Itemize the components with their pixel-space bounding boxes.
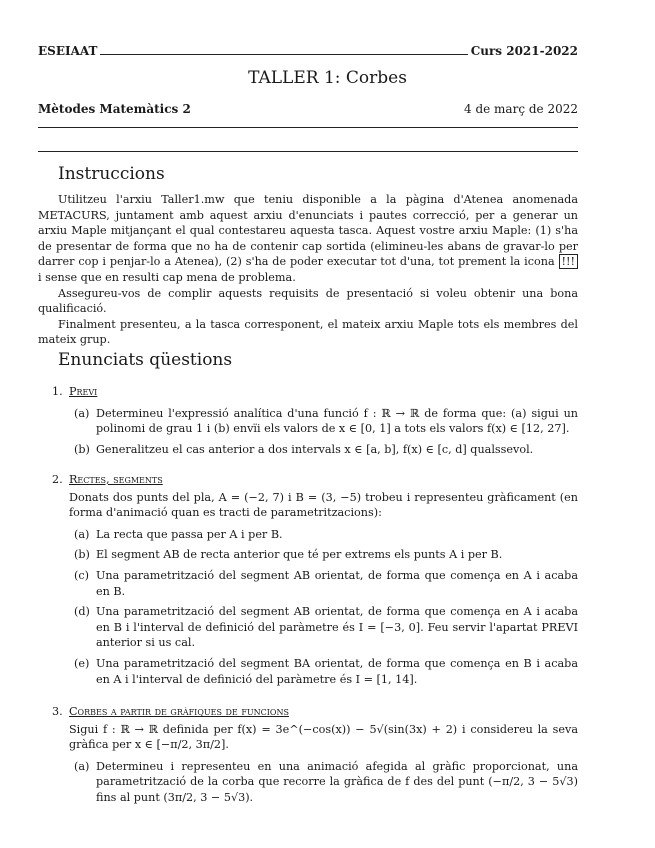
item-list bbox=[74, 406, 578, 458]
section-number: 1. bbox=[52, 385, 63, 398]
item-label: (b) bbox=[74, 548, 90, 562]
section-title: Previ bbox=[69, 385, 98, 398]
item-label: (a) bbox=[74, 759, 90, 773]
section-title: Corbes a partir de gràfiques de funcions bbox=[69, 705, 289, 718]
item-text: El segment AB de recta anterior que té per extrems els punts A i per B. bbox=[96, 548, 503, 562]
list-item bbox=[74, 568, 578, 599]
item-label: (a) bbox=[74, 527, 90, 541]
item-label: (a) bbox=[74, 406, 90, 420]
submission-paragraph: Finalment presenteu, a la tasca corresponent, el mateix arxiu Maple tots els membres del mateix grup. bbox=[38, 317, 578, 347]
item-label: (b) bbox=[74, 442, 90, 456]
list-item bbox=[74, 406, 578, 437]
subject-name: Mètodes Matemàtics 2 bbox=[38, 102, 191, 116]
item-text: La recta que passa per A i per B. bbox=[96, 527, 283, 541]
item-text: Determineu l'expressió analítica d'una funció f : ℝ → ℝ de forma que: (a) sigui un polinomi de grau 1 i (b) envïi els valors de x ∈ [0, 1] a tots els valors f(x) ∈ [12, 27]. bbox=[96, 406, 578, 436]
item-label: (d) bbox=[74, 605, 90, 619]
institution-name: ESEIAAT bbox=[38, 44, 98, 58]
page-title: TALLER 1: Corbes bbox=[248, 68, 407, 88]
divider-top bbox=[38, 127, 578, 128]
document-date: 4 de març de 2022 bbox=[464, 102, 578, 116]
list-item bbox=[74, 527, 578, 543]
item-list bbox=[74, 527, 578, 687]
divider-bottom bbox=[38, 151, 578, 152]
instructions-paragraph bbox=[38, 192, 578, 286]
item-text: Una parametrització del segment AB orientat, de forma que comença en A i acaba en B. bbox=[96, 568, 578, 598]
section-number: 2. bbox=[52, 473, 63, 486]
instructions-text: Utilitzeu l'arxiu Taller1.mw que teniu disponible a la pàgina d'Atenea anomenada METACURS, juntament amb aquest arxiu d'enunciats i pautes correcció, per a generar un arxiu Maple mitjançant el qual contestareu aquesta tasca. Aquest vostre arxiu Maple: (1) s'ha de presentar de forma que no ha de contenir cap sortida (elimineu-les abans de gravar-lo per darrer cop i penjar-lo a Atenea), (2) s'ha de poder executar tot d'una, tot prement la icona bbox=[38, 193, 578, 269]
item-label: (e) bbox=[74, 656, 90, 670]
item-label: (c) bbox=[74, 568, 89, 582]
item-list bbox=[74, 759, 578, 806]
requirements-paragraph: Assegureu-vos de complir aquests requisits de presentació si voleu obtenir una bona qualificació. bbox=[38, 286, 578, 316]
instructions-heading: Instruccions bbox=[58, 164, 165, 184]
header-row bbox=[38, 44, 578, 58]
list-item bbox=[74, 442, 578, 458]
instructions-text-end: i sense que en resulti cap mena de problema. bbox=[38, 270, 296, 284]
execute-icon: !!! bbox=[559, 254, 579, 269]
list-item bbox=[74, 656, 578, 687]
list-item bbox=[74, 604, 578, 651]
item-text: Generalitzeu el cas anterior a dos intervals x ∈ [a, b], f(x) ∈ [c, d] qualssevol. bbox=[96, 442, 534, 456]
section-number: 3. bbox=[52, 705, 63, 718]
course-year: Curs 2021-2022 bbox=[470, 44, 578, 58]
item-text: Determineu i representeu en una animació afegida al gràfic proporcionat, una parametrització de la corba que recorre la gràfica de f des del punt (−π/2, 3 − 5√3) fins al punt (3π/2, 3 − 5√3). bbox=[96, 759, 578, 804]
list-item bbox=[74, 759, 578, 806]
section-intro: Sigui f : ℝ → ℝ definida per f(x) = 3e^(−cos(x)) − 5√(sin(3x) + 2) i considereu la seva gràfica per x ∈ [−π/2, 3π/2]. bbox=[69, 722, 578, 752]
instructions-body bbox=[38, 192, 578, 348]
list-item bbox=[74, 547, 578, 563]
section-intro: Donats dos punts del pla, A = (−2, 7) i B = (3, −5) trobeu i representeu gràficament (en forma d'animació quan es tracti de parametritzacions): bbox=[69, 490, 578, 520]
section-previ bbox=[52, 384, 578, 462]
questions-heading: Enunciats qüestions bbox=[58, 350, 233, 370]
section-rectes bbox=[52, 472, 578, 692]
section-corbes bbox=[52, 704, 578, 811]
item-text: Una parametrització del segment BA orientat, de forma que comença en B i acaba en A i l'interval de definició del paràmetre és I = [1, 14]. bbox=[96, 656, 578, 686]
section-title: Rectes, segments bbox=[69, 473, 163, 486]
header-rule bbox=[100, 54, 467, 55]
item-text: Una parametrització del segment AB orientat, de forma que comença en A i acaba en B i l'interval de definició del paràmetre és I = [−3, 0]. Feu servir l'apartat PREVI anterior si us cal. bbox=[96, 605, 578, 650]
subject-row bbox=[38, 102, 578, 116]
